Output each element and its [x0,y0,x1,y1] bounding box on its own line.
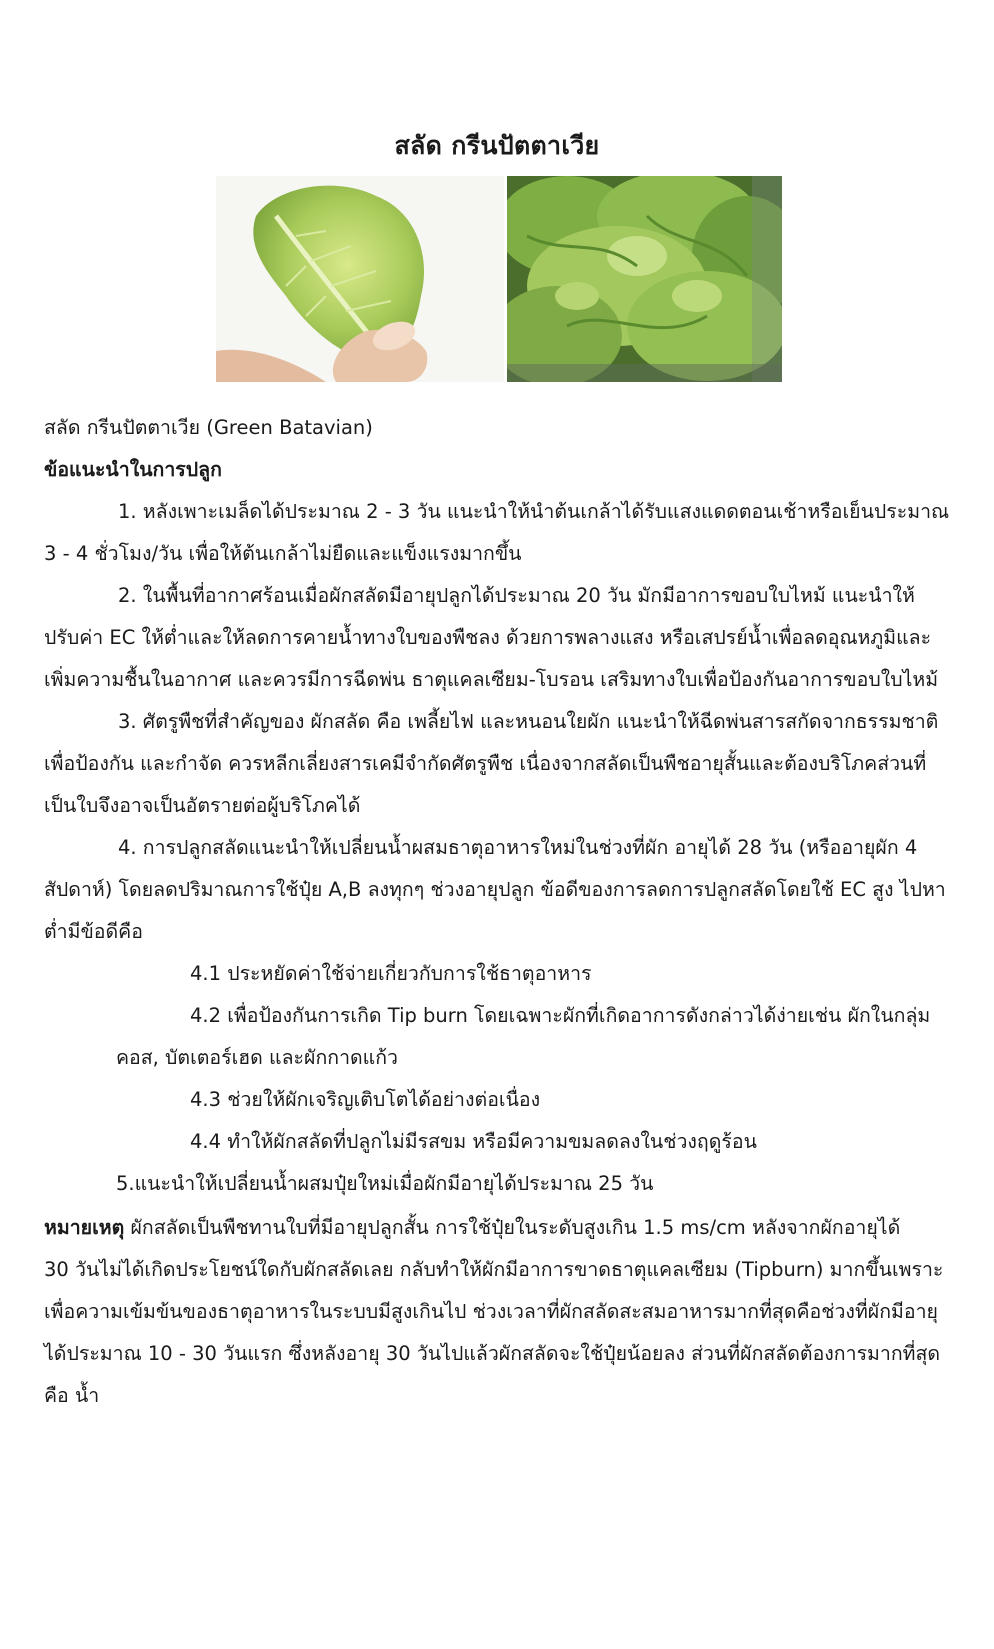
item-3-line-1: 3. ศัตรูพืชที่สำคัญของ ผักสลัด คือ เพลี้ยไฟ และหนอนใยผัก แนะนำให้ฉีดพ่นสารสกัดจากธรรมชาติ [118,710,939,733]
item-5: 5.แนะนำให้เปลี่ยนน้ำผสมปุ๋ยใหม่เมื่อผักมีอายุได้ประมาณ 25 วัน [116,1172,654,1195]
advice-heading: ข้อแนะนำในการปลูก [44,458,222,481]
note-line-4: ได้ประมาณ 10 - 30 วันแรก ซึ่งหลังอายุ 30 วันไปแล้วผักสลัดจะใช้ปุ๋ยน้อยลง ส่วนที่ผักสลัดต้องการมากที่สุด [44,1342,941,1365]
item-1-line-1: 1. หลังเพาะเมล็ดได้ประมาณ 2 - 3 วัน แนะนำให้นำต้นเกล้าได้รับแสงแดดตอนเช้าหรือเย็นประมาณ [118,500,950,523]
note-line-5: คือ น้ำ [44,1384,100,1407]
item-4-4: 4.4 ทำให้ผักสลัดที่ปลูกไม่มีรสขม หรือมีความขมลดลงในช่วงฤดูร้อน [190,1130,757,1153]
item-4-2-line-2: คอส, บัตเตอร์เฮด และผักกาดแก้ว [116,1046,399,1069]
item-2-line-3: เพิ่มความชื้นในอากาศ และควรมีการฉีดพ่น ธาตุแคลเซียม-โบรอน เสริมทางใบเพื่อป้องกันอาการขอบใบไหม้ [44,668,939,691]
item-2-line-2: ปรับค่า EC ให้ต่ำและให้ลดการคายน้ำทางใบของพืชลง ด้วยการพลางแสง หรือเสปรย์น้ำเพื่อลดอุณหภูมิและ [44,626,932,649]
page-title: สลัด กรีนปัตตาเวีย [394,131,600,160]
item-2-line-1: 2. ในพื้นที่อากาศร้อนเมื่อผักสลัดมีอายุปลูกได้ประมาณ 20 วัน มักมีอาการขอบใบไหม้ แนะนำให้ [118,584,915,607]
item-1-line-2: 3 - 4 ชั่วโมง/วัน เพื่อให้ต้นเกล้าไม่ยืดและแข็งแรงมากขึ้น [44,542,522,565]
item-3-line-3: เป็นใบจึงอาจเป็นอัตรายต่อผู้บริโภคได้ [44,794,361,817]
lettuce-plants-photo [507,176,782,382]
item-3-line-2: เพื่อป้องกัน และกำจัด ควรหลีกเลี่ยงสารเคมีจำกัดศัตรูพืช เนื่องจากสลัดเป็นพืชอายุสั้นและต้องบริโภคส่วนที่ [44,752,927,775]
item-4-line-3: ต่ำมีข้อดีคือ [44,920,143,943]
item-4-2-line-1: 4.2 เพื่อป้องกันการเกิด Tip burn โดยเฉพาะผักที่เกิดอาการดังกล่าวได้ง่ายเช่น ผักในกลุ่ม [190,1004,931,1027]
note-label: หมายเหตุ [44,1216,125,1239]
lettuce-leaf-image [216,176,504,382]
lettuce-leaf-photo [216,176,504,382]
item-4-line-1: 4. การปลูกสลัดแนะนำให้เปลี่ยนน้ำผสมธาตุอาหารใหม่ในช่วงที่ผัก อายุได้ 28 วัน (หรืออายุผัก 4 [118,836,918,859]
note-section [44,1207,954,1417]
item-4-3: 4.3 ช่วยให้ผักเจริญเติบโตได้อย่างต่อเนื่อง [190,1088,541,1111]
subtitle: สลัด กรีนปัตตาเวีย (Green Batavian) [44,416,373,439]
note-line-3: เพื่อความเข้มข้นของธาตุอาหารในระบบมีสูงเกินไป ช่วงเวลาที่ผักสลัดสะสมอาหารมากที่สุดคือช่วงที่ผักมีอายุ [44,1300,938,1323]
item-4-1: 4.1 ประหยัดค่าใช้จ่ายเกี่ยวกับการใช้ธาตุอาหาร [190,962,592,985]
item-4-line-2: สัปดาห์) โดยลดปริมาณการใช้ปุ๋ย A,B ลงทุกๆ ช่วงอายุปลูก ข้อดีของการลดการปลูกสลัดโดยใช้ EC สูง ไปหา [44,878,946,901]
note-line-1: ผักสลัดเป็นพืชทานใบที่มีอายุปลูกสั้น การใช้ปุ๋ยในระดับสูงเกิน 1.5 ms/cm หลังจากผักอายุได้ [124,1216,901,1239]
lettuce-plants-image [507,176,782,382]
note-line-2: 30 วันไม่ได้เกิดประโยชน์ใดกับผักสลัดเลย กลับทำให้ผักมีอาการขาดธาตุแคลเซียม (Tipburn) มากขึ้นเพราะ [44,1258,944,1281]
document-body [44,407,954,1205]
